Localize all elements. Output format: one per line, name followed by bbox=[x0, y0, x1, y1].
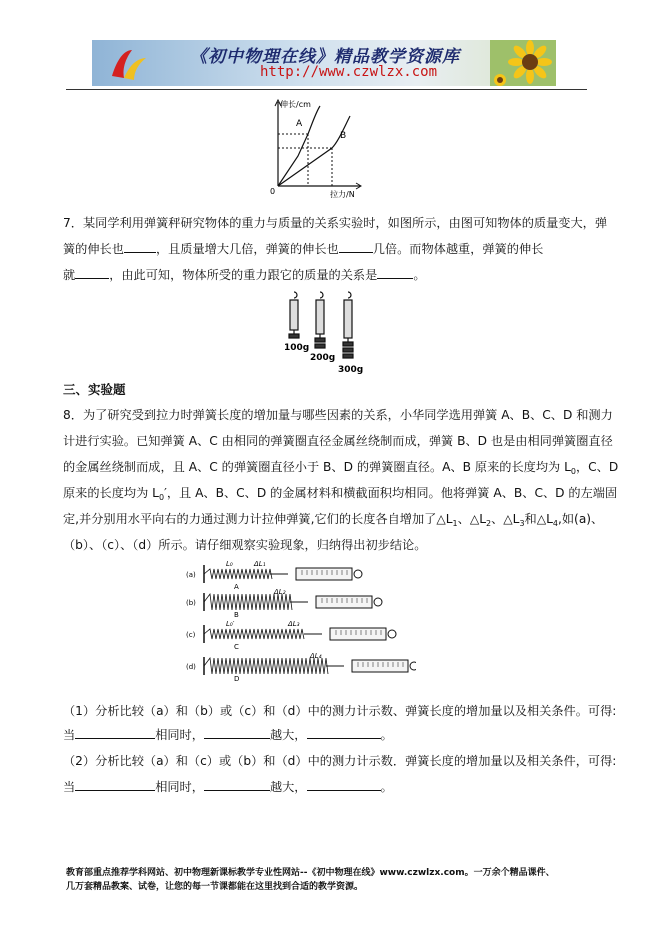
sub2-blank-2[interactable] bbox=[204, 778, 270, 791]
spring-row-tag: (c) bbox=[186, 631, 196, 639]
q7-blank-1[interactable] bbox=[124, 240, 156, 253]
sub1-blank-2[interactable] bbox=[204, 726, 270, 739]
graph-x-label: 拉力/N bbox=[330, 190, 355, 199]
force-meter bbox=[330, 628, 386, 640]
header-url[interactable]: http://www.czwlzx.com bbox=[260, 64, 438, 80]
sub1-line2: 当 相同时， 越大， 。 bbox=[63, 728, 393, 742]
q7-line3: 就 ，由此可知，物体所受的重力跟它的质量的关系是 。 bbox=[63, 268, 426, 282]
original-length-label: L₀′ bbox=[226, 620, 235, 628]
delta-length-label: ΔL₂ bbox=[274, 588, 286, 596]
header-banner bbox=[92, 40, 556, 86]
q7-blank-4[interactable] bbox=[377, 266, 413, 279]
footer-line1: 教育部重点推荐学科网站、初中物理新课标教学专业性网站--《初中物理在线》www.czwlzx.com。一万余个精品课件、 bbox=[66, 868, 555, 878]
delta-length-label: ΔL₃ bbox=[288, 620, 300, 628]
sub2-blank-3[interactable] bbox=[307, 778, 381, 791]
q7-line1: 7．某同学利用弹簧秤研究物体的重力与质量的关系实验时，如图所示，由图可知物体的质量变大，弹 bbox=[63, 216, 608, 230]
footer-line2: 几万套精品教案、试卷，让您的每一节课都能在这里找到合适的教学资源。 bbox=[66, 882, 364, 892]
sub1-blank-1[interactable] bbox=[75, 726, 155, 739]
meter-ring bbox=[410, 662, 416, 670]
mass-label-1: 100g bbox=[284, 343, 310, 353]
q7-line2: 簧的伸长也 ，且质量增大几倍，弹簧的伸长也 几倍。而物体越重，弹簧的伸长 bbox=[63, 242, 544, 256]
meter-ring bbox=[354, 570, 362, 578]
spring-row-tag: (a) bbox=[186, 571, 196, 579]
sub2-line2: 当 相同时， 越大， 。 bbox=[63, 780, 393, 794]
sub2-blank-1[interactable] bbox=[75, 778, 155, 791]
meter-ring bbox=[374, 598, 382, 606]
spring-coil bbox=[204, 629, 304, 639]
sub2-line1: （2）分析比较（a）和（c）或（b）和（d）中的测力计示数．弹簧长度的增加量以及相关条件，可得: bbox=[63, 754, 617, 768]
spring-coil bbox=[204, 658, 328, 674]
force-meter bbox=[352, 660, 408, 672]
q8-line2: 计进行实验。已知弹簧 A、C 由相同的弹簧圈直径金属丝绕制而成，弹簧 B、D 也是由相同弹簧圈直径 bbox=[63, 434, 613, 448]
header-divider bbox=[66, 89, 587, 90]
springs-figure bbox=[186, 560, 416, 692]
header-title: 《初中物理在线》精品教学资源库 bbox=[190, 47, 460, 67]
delta-length-label: ΔL₄ bbox=[310, 652, 322, 660]
curve-a-label: A bbox=[296, 119, 303, 129]
meter-ring bbox=[388, 630, 396, 638]
sub1-blank-3[interactable] bbox=[307, 726, 381, 739]
q7-blank-2[interactable] bbox=[339, 240, 373, 253]
q8-line4: 原来的长度均为 $L_0'$，且 A、B、C、D 的金属材料和横截面积均相同。他将弹簧 A、B、C、D 的左端固 bbox=[63, 486, 618, 502]
spring-coil bbox=[204, 569, 272, 579]
q8-line3: 的金属丝绕制而成，且 A、C 的弹簧圈直径小于 B、D 的弹簧圈直径。A、B 原来的长度均为 $L_0$，C、D bbox=[63, 460, 619, 476]
sub1-line1: （1）分析比较（a）和（b）或（c）和（d）中的测力计示数、弹簧长度的增加量以及相关条件。可得: bbox=[63, 704, 617, 718]
q8-line5: 定,并分别用水平向右的力通过测力计拉伸弹簧,它们的长度各自增加了$\triangle L_1$、$\triangle L_2$、$\triangle L_3$和$\triangle L_4$,如(a)、 bbox=[63, 512, 604, 528]
spring-letter: C bbox=[234, 643, 239, 651]
q8-line6: （b）、（c）、（d）所示。请仔细观察实验现象，归纳得出初步结论。 bbox=[63, 538, 427, 552]
mass-label-3: 300g bbox=[338, 365, 364, 375]
site-logo-icon bbox=[108, 46, 148, 82]
spring-letter: D bbox=[234, 675, 240, 683]
original-length-label: L₀ bbox=[226, 560, 233, 568]
curve-b-label: B bbox=[340, 131, 347, 141]
spring-row-tag: (b) bbox=[186, 599, 196, 607]
spring-row-tag: (d) bbox=[186, 663, 196, 671]
mass-label-2: 200g bbox=[310, 353, 336, 363]
sunflower-image bbox=[490, 40, 556, 86]
delta-length-label: ΔL₁ bbox=[254, 560, 266, 568]
force-meter bbox=[296, 568, 352, 580]
spring-letter: A bbox=[234, 583, 239, 591]
spring-extension-graph bbox=[264, 96, 364, 200]
graph-origin: 0 bbox=[270, 187, 276, 196]
spring-letter: B bbox=[234, 611, 239, 619]
page-footer bbox=[66, 866, 596, 894]
graph-y-label: 伸长/cm bbox=[280, 100, 311, 109]
force-meter bbox=[316, 596, 372, 608]
spring-scales-figure bbox=[280, 288, 370, 376]
q7-blank-3[interactable] bbox=[75, 266, 109, 279]
section-title: 三、实验题 bbox=[63, 382, 126, 397]
q8-line1: 8．为了研究受到拉力时弹簧长度的增加量与哪些因素的关系，小华同学选用弹簧 A、B、C、D 和测力 bbox=[63, 408, 613, 422]
spring-coil bbox=[204, 594, 292, 610]
